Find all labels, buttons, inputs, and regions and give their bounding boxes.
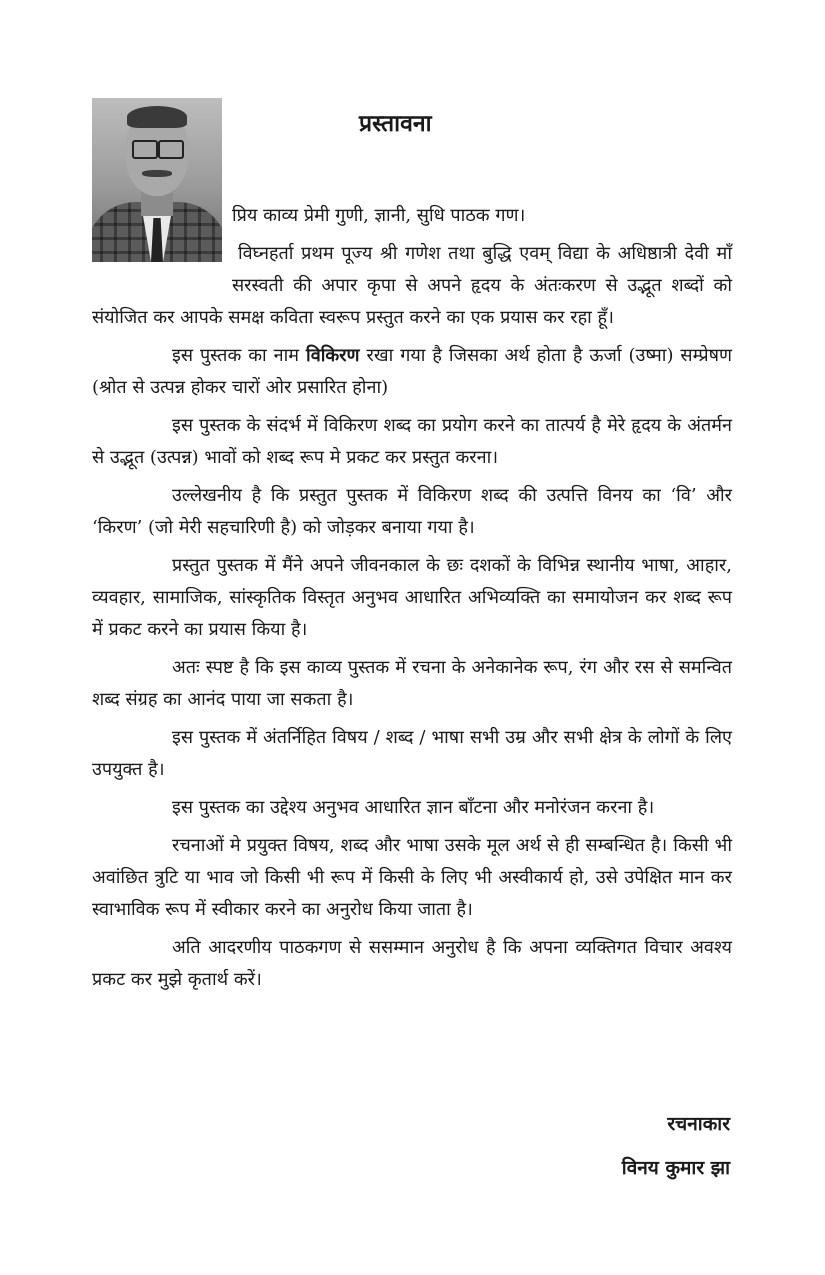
- signature-block: [622, 1102, 730, 1190]
- signature-author: विनय कुमार झा: [621, 1157, 730, 1179]
- paragraph-invocation: विघ्नहर्ता प्रथम पूज्य श्री गणेश तथा बुद्धि एवम् विद्या के अधिष्ठात्री देवी माँ सरस्वती की अपार कृपा से अपने हृदय के अंतःकरण से उद्भूत शब्दों को संयोजित कर आपके समक्ष कविता स्वरूप प्रस्तुत करने का एक प्रयास कर रहा हूँ।: [92, 243, 732, 328]
- signature-role: रचनाकार: [667, 1113, 730, 1135]
- salutation: प्रिय काव्य प्रेमी गुणी, ज्ञानी, सुधि पाठक गण।: [232, 205, 526, 226]
- paragraph-origin: उल्लेखनीय है कि प्रस्तुत पुस्तक में विकिरण शब्द की उत्पत्ति विनय का ‘वि’ और ‘किरण’ (जो मेरी सहचारिणी है) को जोड़कर बनाया गया है।: [92, 485, 732, 538]
- preface-body: [92, 200, 732, 1002]
- paragraph-book-name: [92, 340, 732, 404]
- paragraph-audience: इस पुस्तक में अंतर्निहित विषय / शब्द / भाषा सभी उम्र और सभी क्षेत्र के लोगों के लिए उपयुक्त है।: [92, 727, 732, 780]
- book-name: विकिरण: [306, 345, 360, 366]
- paragraph-request: अति आदरणीय पाठकगण से ससम्मान अनुरोध है कि अपना व्यक्तिगत विचार अवश्य प्रकट कर मुझे कृतार्थ करें।: [92, 937, 732, 990]
- paragraph-forms: अतः स्पष्ट है कि इस काव्य पुस्तक में रचना के अनेकानेक रूप, रंग और रस से समन्वित शब्द संग्रह का आनंद पाया जा सकता है।: [92, 657, 732, 710]
- paragraph-meaning: इस पुस्तक के संदर्भ में विकिरण शब्द का प्रयोग करने का तात्पर्य है मेरे हृदय के अंतर्मन से उद्भूत (उत्पन्न) भावों को शब्द रूप मे प्रकट कर प्रस्तुत करना।: [92, 415, 732, 468]
- paragraph-purpose: इस पुस्तक का उद्देश्य अनुभव आधारित ज्ञान बाँटना और मनोरंजन करना है।: [172, 797, 655, 818]
- paragraph-disclaimer: रचनाओं मे प्रयुक्त विषय, शब्द और भाषा उसके मूल अर्थ से ही सम्बन्धित है। किसी भी अवांछित त्रुटि या भाव जो किसी भी रूप में किसी के लिए भी अस्वीकार्य हो, उसे उपेक्षित मान कर स्वाभाविक रूप में स्वीकार करने का अनुरोध किया जाता है।: [92, 835, 732, 920]
- book-name-prefix: इस पुस्तक का नाम: [172, 345, 307, 366]
- book-name-suffix: रखा गया है जिसका अर्थ होता है ऊर्जा (उष्मा) सम्प्रेषण (श्रोत से उत्पन्न होकर चारों ओर प्रसारित होना): [92, 345, 733, 398]
- paragraph-experience: प्रस्तुत पुस्तक में मैंने अपने जीवनकाल के छः दशकों के विभिन्न स्थानीय भाषा, आहार, व्यवहार, सामाजिक, सांस्कृतिक विस्तृत अनुभव आधारित अभिव्यक्ति का समायोजन कर शब्द रूप में प्रकट करने का प्रयास किया है।: [92, 555, 732, 640]
- page-title: प्रस्तावना: [359, 111, 432, 137]
